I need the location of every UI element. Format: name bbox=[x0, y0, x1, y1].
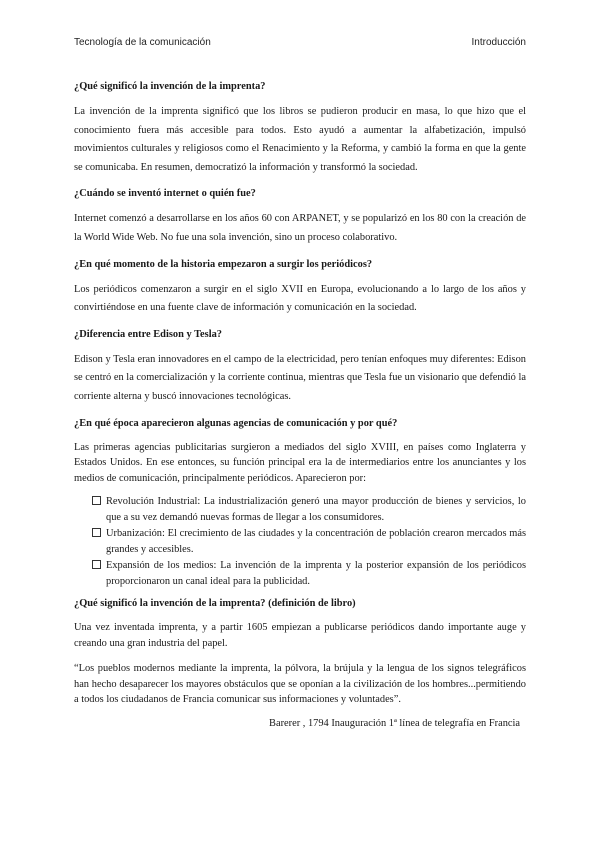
section-text: La invención de la imprenta significó que los libros se pudieron producir en masa, lo que hizo que el conocimiento fuera más accesible para todos. Esto ayudó a aumentar la alfabetización, impulsó movimientos culturales y religiosos como el Renacimiento y la Reforma, y cambió la forma en que la gente se comunicaba. En resumen, democratizó la información y transformó la sociedad. bbox=[74, 106, 526, 173]
header-right: Introducción bbox=[471, 37, 526, 48]
section-question: ¿Qué significó la invención de la imprenta? (definición de libro) bbox=[74, 598, 356, 610]
checkbox-icon bbox=[92, 528, 101, 537]
page-header bbox=[74, 37, 526, 48]
reason-item bbox=[92, 558, 526, 589]
section-agencias bbox=[74, 417, 526, 590]
section-internet bbox=[74, 187, 526, 247]
checkbox-icon bbox=[92, 560, 101, 569]
reason-item bbox=[92, 526, 526, 557]
reason-text: Revolución Industrial: La industrialización generó una mayor producción de bienes y servicios, lo que a su vez demandó nuevas formas de llegar a los consumidores. bbox=[106, 496, 526, 523]
section-text: Los periódicos comenzaron a surgir en el siglo XVII en Europa, evolucionando a lo largo de los años y convirtiéndose en una fuente clave de información y comunicación en la sociedad. bbox=[74, 283, 526, 314]
reason-text: Expansión de los medios: La invención de la imprenta y la posterior expansión de los periódicos proporcionaron un canal ideal para la publicidad. bbox=[106, 560, 526, 587]
section-question: ¿Cuándo se inventó internet o quién fue? bbox=[74, 188, 256, 200]
section-definicion-libro bbox=[74, 597, 526, 729]
reasons-list bbox=[74, 494, 526, 589]
section-edison-tesla bbox=[74, 328, 526, 407]
reason-text: Urbanización: El crecimiento de las ciudades y la concentración de población crearon mercados más grandes y accesibles. bbox=[106, 528, 526, 555]
quote-text: “Los pueblos modernos mediante la imprenta, la pólvora, la brújula y la lengua de los signos telegráficos han hecho desaparecer los mayores obstáculos que se oponían a la civilización de los hombres...permitiendo a todos los ciudadanos de Francia comunicar sus informaciones y voluntades”. bbox=[74, 663, 526, 706]
section-text: Edison y Tesla eran innovadores en el campo de la electricidad, pero tenían enfoques muy diferentes: Edison se centró en la comercialización y la corriente continua, mientras que Tesla fue un visionario que defendió la corriente alterna y buscó innovaciones tecnológicas. bbox=[74, 353, 526, 402]
section-question: ¿En qué época aparecieron algunas agencias de comunicación y por qué? bbox=[74, 417, 398, 429]
section-question: ¿Qué significó la invención de la imprenta? bbox=[74, 81, 266, 92]
section-periodicos bbox=[74, 258, 526, 318]
reason-item bbox=[92, 494, 526, 525]
section-question: ¿En qué momento de la historia empezaron a surgir los periódicos? bbox=[74, 258, 373, 270]
section-imprenta bbox=[74, 80, 526, 177]
section-text: Una vez inventada imprenta, y a partir 1605 empiezan a publicarse periódicos dando importante auge y creando una gran industria del papel. bbox=[74, 622, 526, 649]
section-text: Las primeras agencias publicitarias surgieron a mediados del siglo XVIII, en países como Inglaterra y Estados Unidos. En ese entonces, su función principal era la de intermediarios entre los anunciantes y los medios de comunicación, principalmente periódicos. Aparecieron por: bbox=[74, 441, 526, 484]
checkbox-icon bbox=[92, 496, 101, 505]
document-body bbox=[74, 80, 526, 729]
section-text: Internet comenzó a desarrollarse en los años 60 con ARPANET, y se popularizó en los 80 con la creación de la World Wide Web. No fue una sola invención, sino un proceso colaborativo. bbox=[74, 213, 526, 243]
header-left: Tecnología de la comunicación bbox=[74, 37, 211, 48]
section-question: ¿Diferencia entre Edison y Tesla? bbox=[74, 328, 222, 340]
quote-citation: Barerer , 1794 Inauguración 1ª línea de telegrafía en Francia bbox=[269, 717, 520, 729]
